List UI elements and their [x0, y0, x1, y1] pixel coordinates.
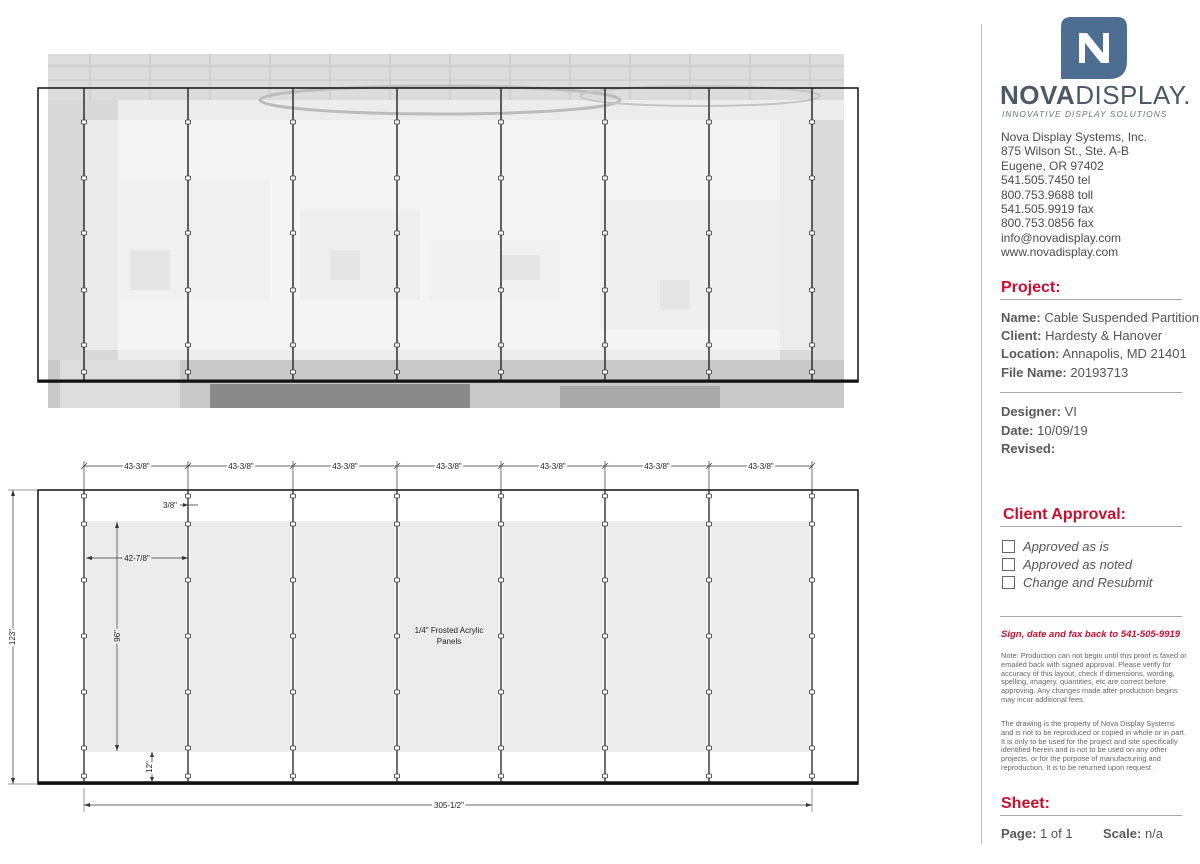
project-heading: Project: [1001, 279, 1061, 296]
panel-width-label: 43-3/8" [748, 462, 774, 471]
brand-tagline: INNOVATIVE DISPLAY SOLUTIONS [1002, 109, 1168, 119]
cable-clamp [186, 774, 191, 778]
cable-clamp [810, 774, 815, 778]
cable-clamp [186, 494, 191, 498]
approval-rule-2 [1000, 616, 1182, 617]
cable-clamp [395, 120, 400, 124]
cable-clamp [395, 690, 400, 694]
website-link[interactable]: www.novadisplay.com [1001, 245, 1119, 260]
cable-clamp [810, 176, 815, 180]
title-block [1000, 0, 1200, 864]
cable-clamp [499, 634, 504, 638]
cable-clamp [395, 746, 400, 750]
cable-clamp [291, 578, 296, 582]
checkbox-icon[interactable] [1002, 540, 1015, 553]
change-and-resubmit-checkbox[interactable]: Change and Resubmit [1002, 575, 1152, 590]
cable-clamp [603, 690, 608, 694]
approval-rule [1000, 526, 1182, 527]
cable-clamp [186, 634, 191, 638]
revised-field: Revised: [1001, 441, 1056, 456]
cable-clamp [499, 690, 504, 694]
brand-wordmark [1000, 80, 1191, 110]
email-link[interactable]: info@novadisplay.com [1001, 230, 1122, 245]
sheet-heading: Sheet: [1001, 795, 1050, 812]
cable-clamp [603, 494, 608, 498]
acrylic-panel [503, 521, 603, 752]
cable-clamp [291, 690, 296, 694]
cable-clamp [395, 494, 400, 498]
cable-clamp [82, 343, 87, 347]
cable-clamp [82, 370, 87, 374]
partition-rendering [38, 54, 858, 408]
cable-clamp [603, 343, 608, 347]
property-note: The drawing is the property of Nova Display Systems and is not to be reproduced or copied in whole or in part. It is only to be used for the project and site specifically identified herein and is not to be used on any other projects, or for the purpose of manufacturing and reproduction. It is to be returned upon request. [1001, 719, 1186, 772]
cable-clamp [395, 578, 400, 582]
cable-clamp [82, 522, 87, 526]
cable-clamp [499, 494, 504, 498]
cable-clamp [810, 634, 815, 638]
cable-clamp [291, 343, 296, 347]
cable-clamp [291, 774, 296, 778]
bottom-gap-dimension: 12" [145, 761, 154, 773]
cable-clamp [291, 634, 296, 638]
cable-clamp [603, 176, 608, 180]
fax-instruction: Sign, date and fax back to 541-505-9919 [1001, 629, 1180, 640]
cable-clamp [810, 494, 815, 498]
project-client-field: Client: Hardesty & Hanover [1001, 328, 1163, 343]
page-field: Page: 1 of 1 [1001, 826, 1073, 841]
cable-clamp [707, 522, 712, 526]
cable-clamp [291, 231, 296, 235]
cable-clamp [499, 746, 504, 750]
panel-width-label: 43-3/8" [124, 462, 150, 471]
phone-line: 800.753.9688 toll [1001, 187, 1094, 202]
cable-clamp [186, 370, 191, 374]
cable-clamp [186, 690, 191, 694]
cable-clamp [82, 288, 87, 292]
cable-clamp [186, 288, 191, 292]
cable-clamp [603, 288, 608, 292]
acrylic-panel [190, 521, 291, 752]
cable-clamp [395, 231, 400, 235]
production-note: Note: Production can not begin until this proof is faxed or emailed back with signed approval. Please verify for accuracy of this layout, check if dimensions, wording, spelling, imagery, quantities, etc are correct before approving. Any changes made after production begins may incur additional fees. [1001, 651, 1187, 704]
cable-clamp [499, 176, 504, 180]
acrylic-panel [607, 521, 707, 752]
address-line: Nova Display Systems, Inc. [1001, 130, 1148, 144]
cable-clamp [707, 370, 712, 374]
cable-clamp [82, 746, 87, 750]
cable-clamp [810, 578, 815, 582]
cable-clamp [707, 774, 712, 778]
cable-clamp [603, 634, 608, 638]
address-line: 875 Wilson St., Ste. A-B [1001, 144, 1130, 159]
cable-clamp [603, 774, 608, 778]
panel-inner-width: 42-7/8" [124, 554, 150, 563]
cable-clamp [395, 774, 400, 778]
project-file-field: File Name: 20193713 [1001, 365, 1129, 380]
cable-clamp [707, 634, 712, 638]
designer-field: Designer: VI [1001, 404, 1077, 419]
cable-clamp [707, 176, 712, 180]
cable-clamp [499, 120, 504, 124]
panel-note-line2: Panels [436, 637, 462, 646]
brand-mark: . [1183, 80, 1191, 110]
cable-clamp [82, 578, 87, 582]
cable-clamp [603, 120, 608, 124]
overall-width-dimension: 305-1/2" [434, 801, 464, 810]
cable-clamp [810, 288, 815, 292]
panel-width-label: 43-3/8" [332, 462, 358, 471]
panel-note-line1: 1/4" Frosted Acrylic [414, 626, 484, 635]
cable-clamp [603, 578, 608, 582]
checkbox-icon[interactable] [1002, 576, 1015, 589]
cable-clamp [810, 343, 815, 347]
cable-clamp [186, 522, 191, 526]
cable-clamp [395, 522, 400, 526]
cable-clamp [603, 522, 608, 526]
elevation-drawing [8, 461, 858, 812]
approved-as-is-checkbox[interactable]: Approved as is [1002, 539, 1109, 554]
panel-width-label: 43-3/8" [228, 462, 254, 471]
cable-clamp [291, 522, 296, 526]
sheet-rule [1000, 815, 1182, 816]
approved-as-noted-checkbox[interactable]: Approved as noted [1002, 557, 1132, 572]
cable-clamp [603, 746, 608, 750]
cable-clamp [499, 288, 504, 292]
cable-clamp [707, 288, 712, 292]
gap-dimension: 3/8" [163, 501, 177, 510]
cable-clamp [291, 494, 296, 498]
cable-clamp [707, 120, 712, 124]
cable-clamp [810, 522, 815, 526]
cable-clamp [395, 370, 400, 374]
cable-clamp [291, 120, 296, 124]
overall-height-dimension: 123" [8, 628, 17, 646]
cable-clamp [810, 746, 815, 750]
cable-clamp [810, 370, 815, 374]
fax-line: 541.505.9919 fax [1001, 202, 1094, 217]
nova-logo-icon [1061, 17, 1127, 79]
project-rule-2 [1000, 392, 1182, 393]
cable-clamp [186, 120, 191, 124]
cable-clamp [707, 578, 712, 582]
phone-line: 541.505.7450 tel [1001, 173, 1091, 188]
project-location-field: Location: Annapolis, MD 21401 [1001, 346, 1187, 361]
address-line: Eugene, OR 97402 [1001, 158, 1104, 173]
cable-clamp [810, 120, 815, 124]
brand-light: DISPLAY [1075, 80, 1184, 110]
cable-clamp [291, 288, 296, 292]
panel-width-label: 43-3/8" [436, 462, 462, 471]
panel-width-label: 43-3/8" [644, 462, 670, 471]
cable-clamp [82, 176, 87, 180]
cable-clamp [186, 746, 191, 750]
panel-height-dimension: 96" [113, 630, 122, 642]
cable-clamp [395, 343, 400, 347]
cable-clamp [603, 231, 608, 235]
panel-width-label: 43-3/8" [540, 462, 566, 471]
fax-line: 800.753.0856 fax [1001, 216, 1094, 231]
cable-clamp [395, 634, 400, 638]
acrylic-panel [295, 521, 395, 752]
cable-clamp [810, 690, 815, 694]
cable-clamp [186, 343, 191, 347]
project-rule [1000, 299, 1182, 300]
cable-clamp [291, 176, 296, 180]
cable-clamp [499, 343, 504, 347]
cable-clamp [186, 231, 191, 235]
cable-clamp [82, 120, 87, 124]
cable-clamp [603, 370, 608, 374]
cable-clamp [707, 343, 712, 347]
cable-clamp [186, 176, 191, 180]
cable-clamp [499, 774, 504, 778]
cable-clamp [82, 774, 87, 778]
company-address [1001, 130, 1147, 260]
cable-clamp [810, 231, 815, 235]
cable-clamp [186, 578, 191, 582]
cable-clamp [82, 494, 87, 498]
client-approval-heading: Client Approval: [1003, 506, 1126, 523]
cable-clamp [499, 578, 504, 582]
cable-clamp [395, 176, 400, 180]
checkbox-icon[interactable] [1002, 558, 1015, 571]
cable-clamp [395, 288, 400, 292]
cable-clamp [499, 522, 504, 526]
cable-clamp [499, 370, 504, 374]
cable-clamp [82, 634, 87, 638]
brand-bold: NOVA [1000, 80, 1076, 110]
cable-clamp [707, 690, 712, 694]
cable-clamp [707, 494, 712, 498]
project-name-field: Name: Cable Suspended Partition [1001, 310, 1200, 325]
cable-clamp [707, 231, 712, 235]
acrylic-panel [711, 521, 810, 752]
cable-clamp [291, 746, 296, 750]
cable-clamp [291, 370, 296, 374]
cable-clamp [82, 690, 87, 694]
titleblock-divider [981, 24, 982, 844]
date-field: Date: 10/09/19 [1001, 423, 1088, 438]
cable-clamp [82, 231, 87, 235]
cable-clamp [499, 231, 504, 235]
cable-clamp [707, 746, 712, 750]
scale-field: Scale: n/a [1103, 826, 1164, 841]
